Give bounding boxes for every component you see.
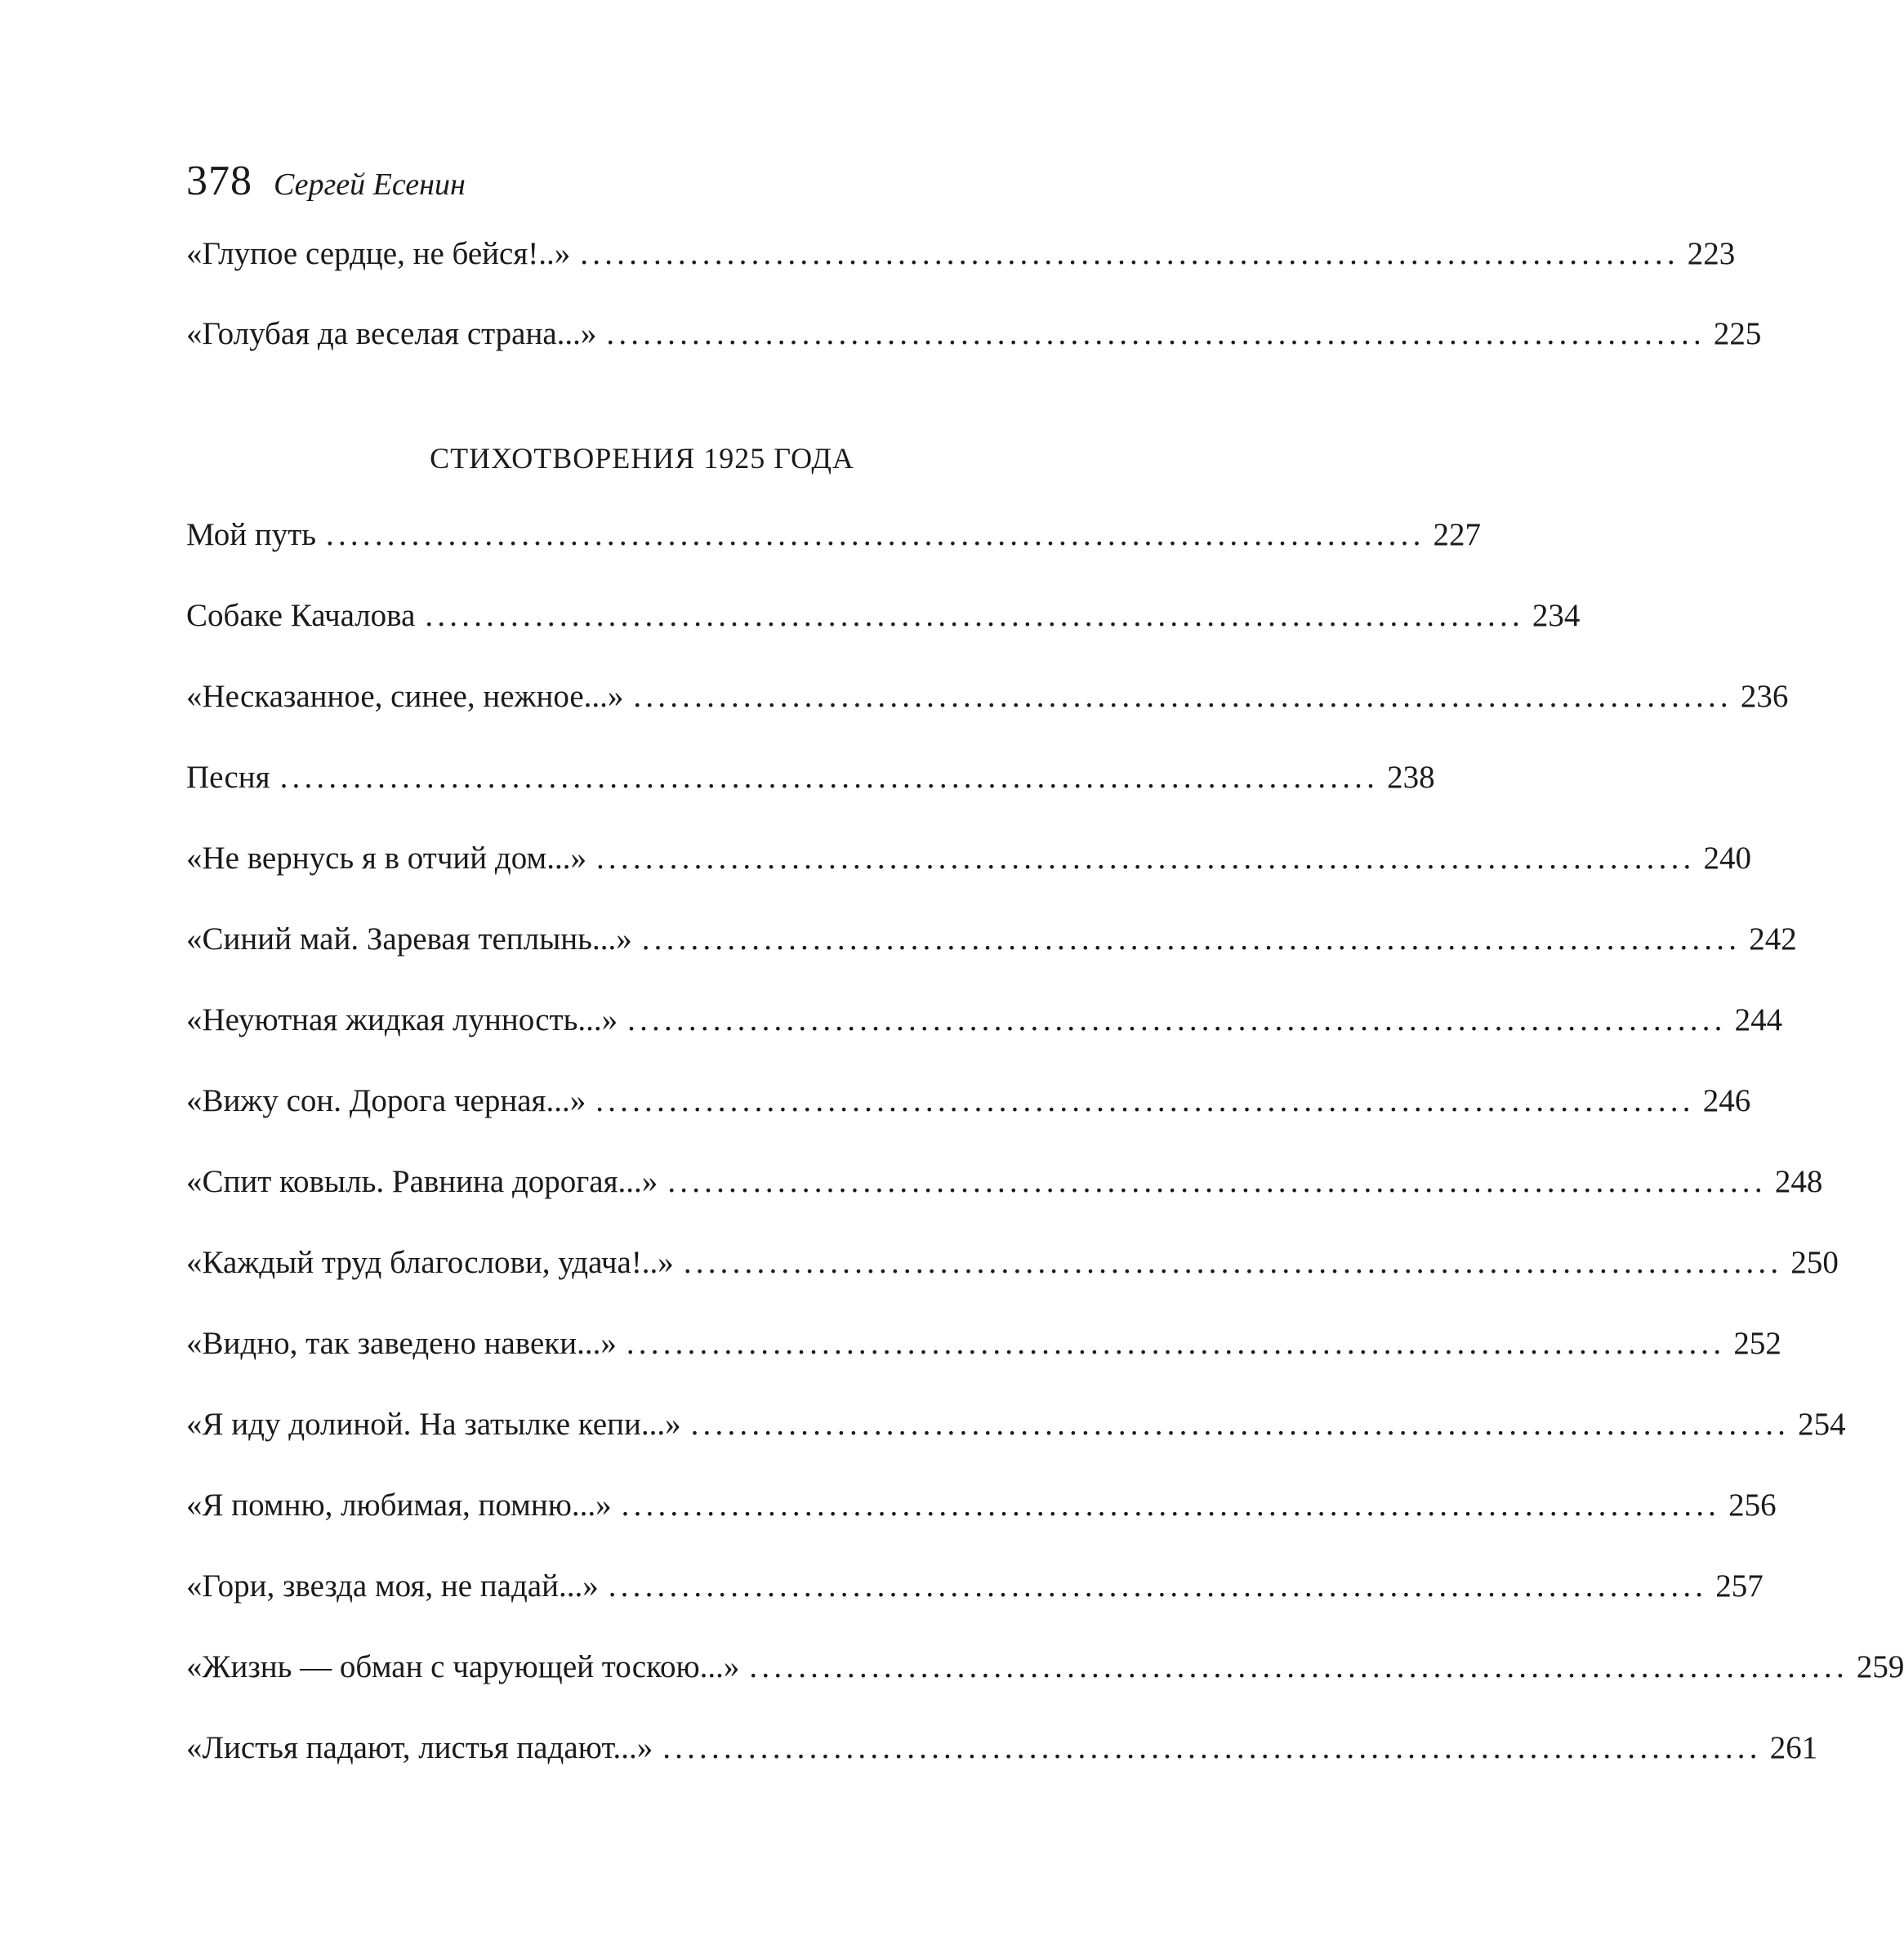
dot-leader: .......................................................................................... [749, 1649, 1848, 1684]
toc-entry-title: «Жизнь — обман с чарующей тоскою...» [186, 1649, 740, 1684]
toc-entry-page: 254 [1798, 1407, 1846, 1442]
dot-leader: .......................................................................................... [606, 316, 1706, 351]
toc-entry-title: «Видно, так заведено навеки...» [186, 1326, 617, 1361]
toc-entry-page: 250 [1790, 1245, 1839, 1280]
toc-entry-page: 261 [1769, 1730, 1818, 1765]
toc-entry-page: 234 [1532, 598, 1581, 633]
toc-entry [186, 1729, 1818, 1787]
toc-entry [186, 1325, 1781, 1382]
dot-leader: .......................................................................................... [690, 1407, 1790, 1442]
toc-entry-page: 227 [1433, 517, 1482, 552]
section-heading: СТИХОТВОРЕНИЯ 1925 ГОДА [430, 442, 854, 475]
dot-leader: .......................................................................................... [279, 760, 1380, 795]
toc-entry-title: «Неуютная жидкая лунность...» [186, 1002, 618, 1037]
dot-leader: .......................................................................................... [608, 1568, 1708, 1604]
dot-leader: .......................................................................................... [326, 517, 1425, 552]
toc-entry [186, 1487, 1777, 1544]
toc-entry-page: 242 [1749, 921, 1797, 957]
toc-entry [186, 516, 1482, 573]
toc-entry-page: 257 [1715, 1568, 1764, 1604]
toc-entry [186, 1568, 1764, 1625]
toc-entry-title: «Голубая да веселая страна...» [186, 316, 597, 351]
toc-entry-title: Собаке Качалова [186, 598, 416, 633]
toc-entry-page: 223 [1687, 236, 1736, 271]
toc-entry-page: 238 [1387, 760, 1435, 795]
toc-entry [186, 1001, 1783, 1059]
toc-entry [186, 759, 1435, 816]
dot-leader: .......................................................................................... [425, 598, 1524, 633]
toc-entry-page: 259 [1856, 1649, 1904, 1684]
toc-entry-page: 244 [1734, 1002, 1783, 1037]
toc-entry [186, 1406, 1846, 1463]
toc-entry-page: 256 [1728, 1488, 1777, 1523]
page-number: 378 [186, 158, 252, 204]
toc-entry-title: «Гори, звезда моя, не падай...» [186, 1568, 599, 1604]
toc-entry-title: «Несказанное, синее, нежное...» [186, 679, 624, 714]
toc-entry-page: 248 [1774, 1164, 1823, 1199]
toc-entry [186, 1082, 1751, 1140]
toc-entry-title: «Спит ковыль. Равнина дорогая...» [186, 1164, 658, 1199]
toc-entry-page: 240 [1703, 841, 1751, 876]
toc-entry-title: «Вижу сон. Дорога черная...» [186, 1083, 586, 1118]
toc-entry-title: «Не вернусь я в отчий дом...» [186, 841, 586, 876]
dot-leader: .......................................................................................... [627, 1002, 1727, 1037]
toc-entry [186, 1648, 1904, 1706]
dot-leader: .......................................................................................... [595, 841, 1696, 876]
toc-entry [186, 235, 1736, 292]
toc-entry-title: «Я иду долиной. На затылке кепи...» [186, 1407, 681, 1442]
toc-entry [186, 1244, 1839, 1301]
toc-entry [186, 840, 1751, 897]
running-head [186, 157, 466, 214]
toc-entry-title: Мой путь [186, 517, 317, 552]
dot-leader: .......................................................................................... [667, 1164, 1767, 1199]
toc-entry [186, 1163, 1823, 1220]
dot-leader: .......................................................................................... [580, 236, 1679, 271]
dot-leader: .......................................................................................... [683, 1245, 1783, 1280]
toc-entry-page: 236 [1740, 679, 1789, 714]
toc-entry-title: «Глупое сердце, не бейся!..» [186, 236, 571, 271]
toc-entry [186, 678, 1789, 735]
toc-entry-page: 252 [1733, 1326, 1781, 1361]
running-title: Сергей Есенин [274, 167, 466, 202]
toc-entry-title: Песня [186, 760, 270, 795]
dot-leader: .......................................................................................... [662, 1730, 1762, 1765]
toc-entry-title: «Я помню, любимая, помню...» [186, 1488, 612, 1523]
toc-entry [186, 597, 1581, 654]
dot-leader: .......................................................................................... [641, 921, 1741, 957]
dot-leader: .......................................................................................... [621, 1488, 1721, 1523]
toc-entry-title: «Синий май. Заревая теплынь...» [186, 921, 632, 957]
dot-leader: .......................................................................................... [595, 1083, 1695, 1118]
toc-entry-page: 246 [1702, 1083, 1751, 1118]
toc-entry [186, 315, 1762, 372]
toc-entry [186, 921, 1797, 978]
dot-leader: .......................................................................................... [626, 1326, 1726, 1361]
toc-entry-page: 225 [1713, 316, 1762, 351]
dot-leader: .......................................................................................... [633, 679, 1732, 714]
toc-entry-title: «Каждый труд благослови, удача!..» [186, 1245, 674, 1280]
toc-entry-title: «Листья падают, листья падают...» [186, 1730, 653, 1765]
